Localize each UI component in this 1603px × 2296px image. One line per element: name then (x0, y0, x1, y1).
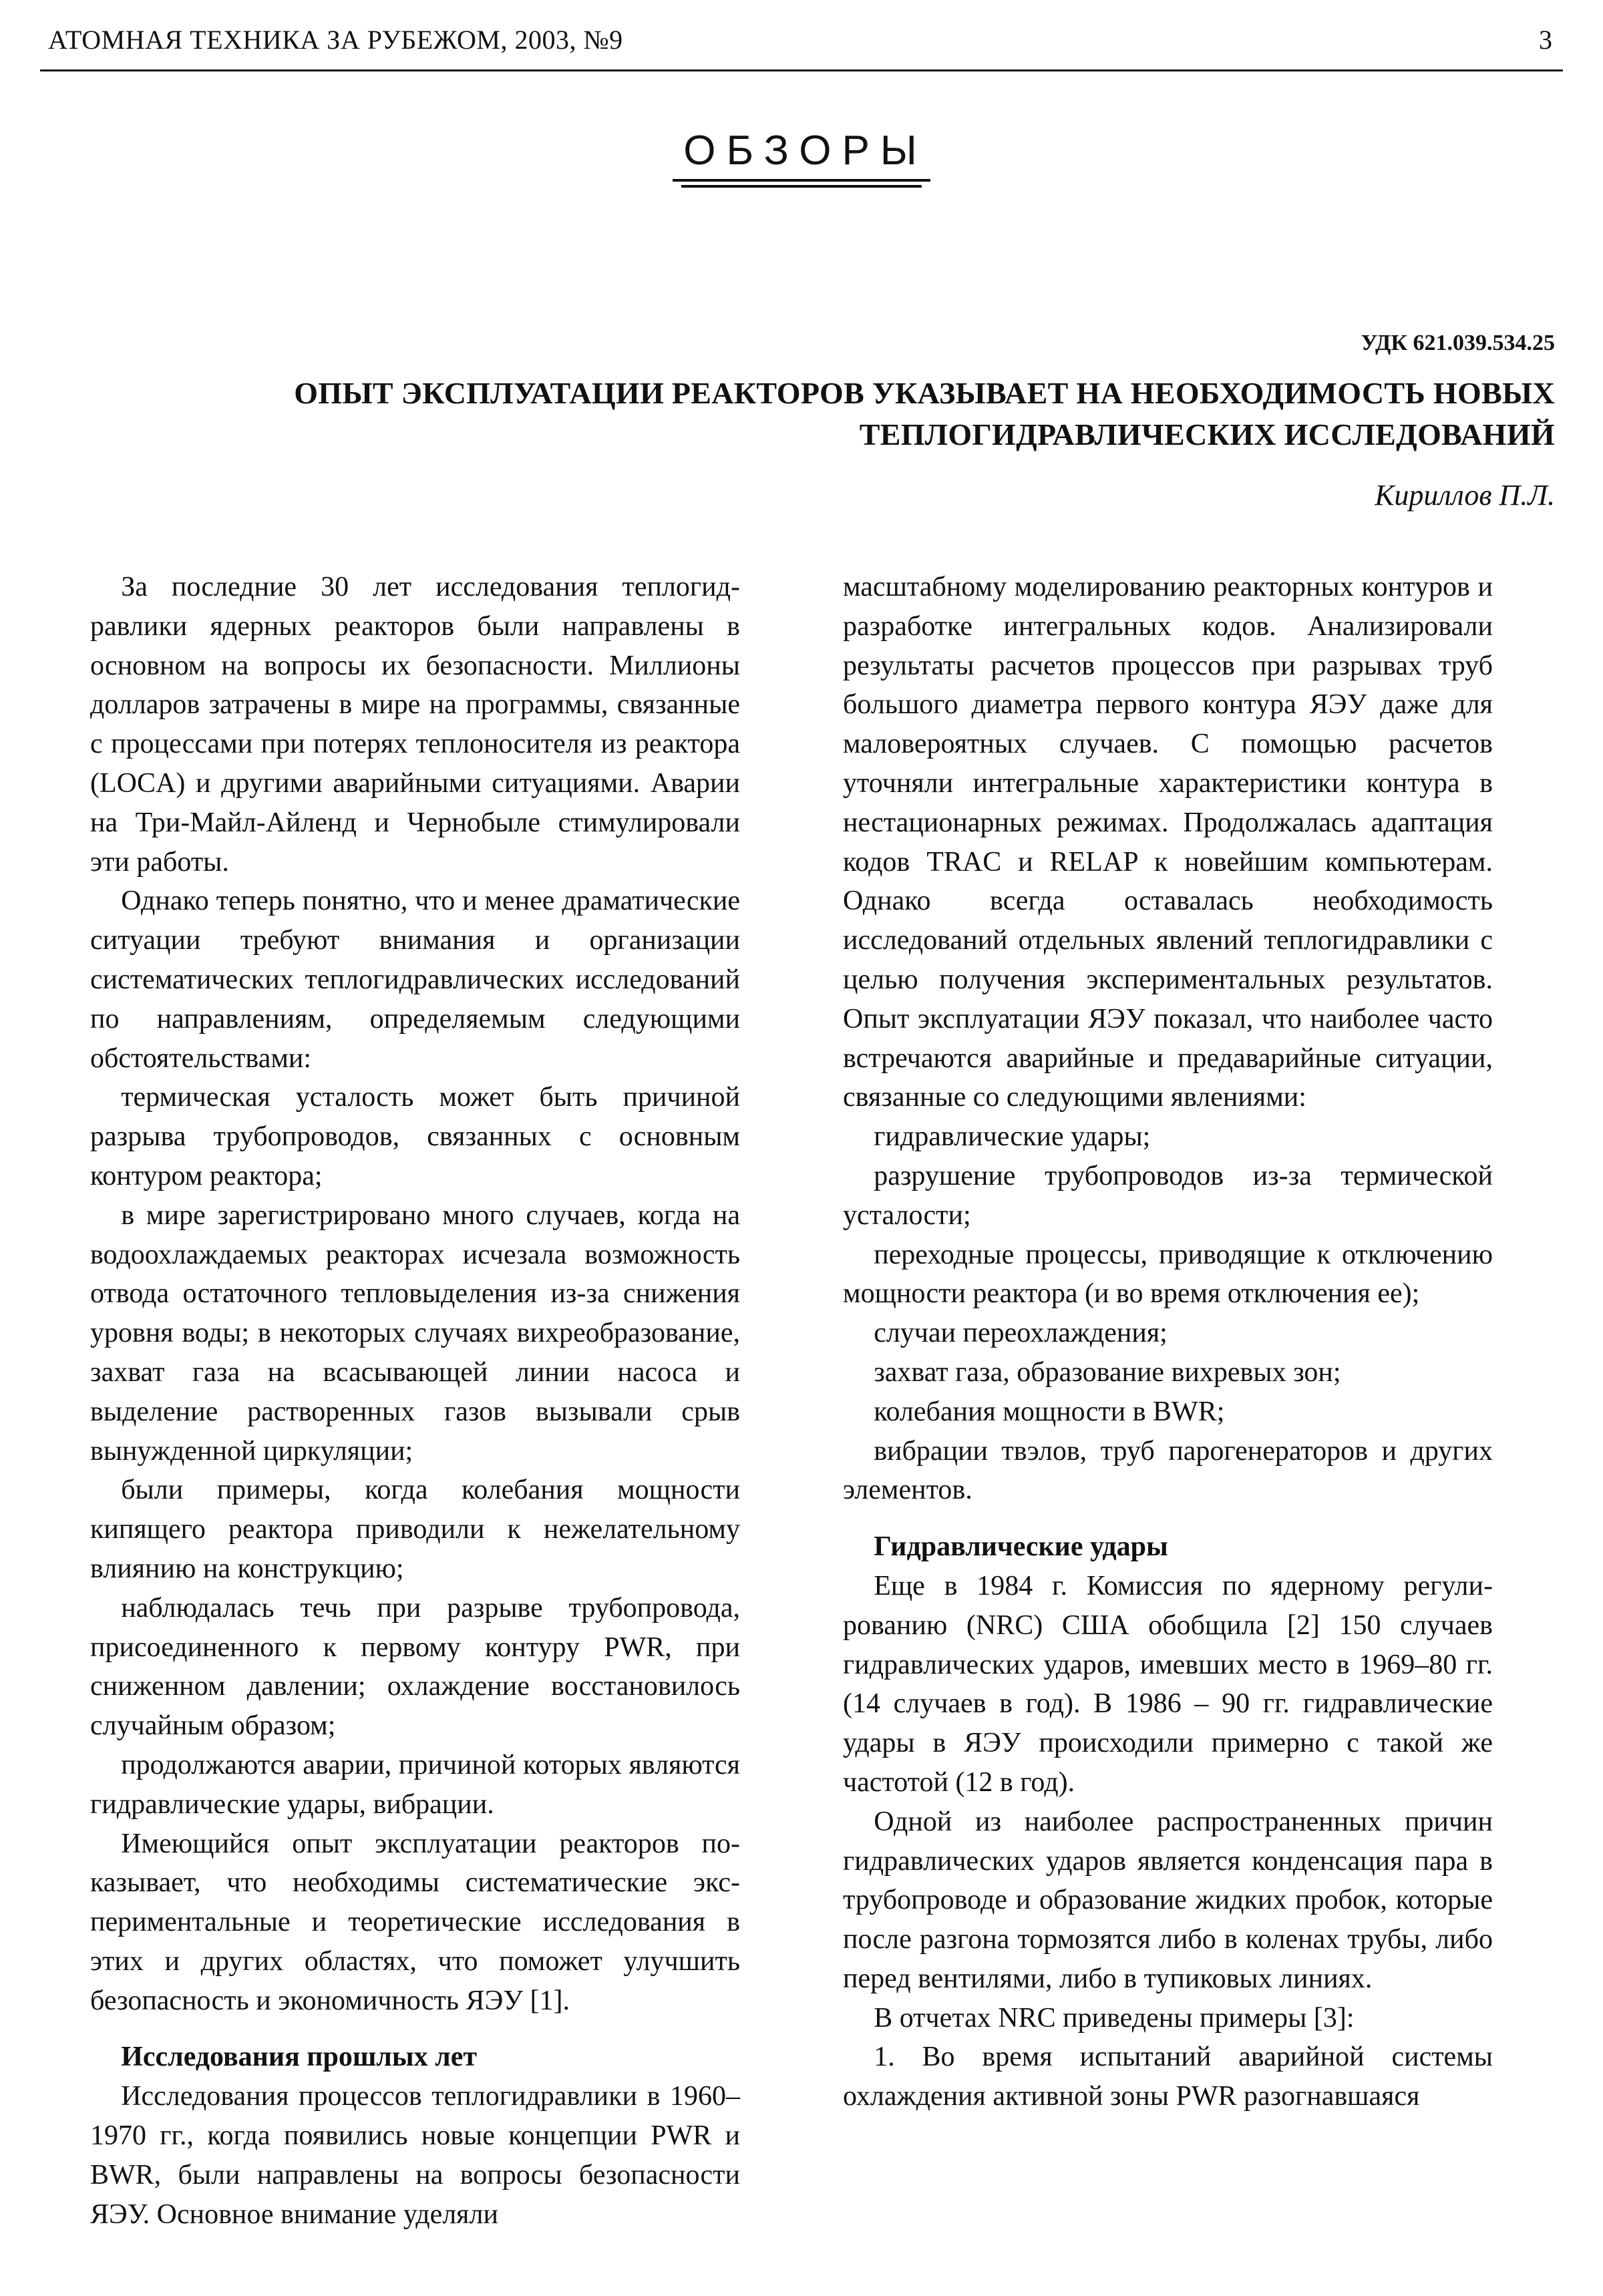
paragraph: 1. Во время испытаний аварийной системы охлаждения активной зоны PWR разогнавшаяся (843, 2042, 1493, 2112)
paragraph: За последние 30 лет исследования теплогидравлики ядерных реакторов были направлены в основном на вопросы их безопасности. Миллионы долларов затрачены в мире на программы, связанные с процессами при потерях теплоносителя из реактора (LOCA) и другими аварийными ситуациями. Аварии на Три-Майл-Айленд и Чернобыле стимулировали эти работы. (90, 572, 740, 878)
right-column (843, 568, 1493, 2116)
subheading-water-hammer: Гидравлические удары (874, 1531, 1168, 1563)
paragraph: Однако теперь понятно, что и менее драматические ситуации требуют внимания и организации систематических теплогидравлических исследований по направлениям, определяемым следующими обстоятельствами: (90, 886, 740, 1074)
running-head (48, 19, 1555, 61)
section-heading-block (0, 127, 1603, 188)
list-paragraph: продолжаются аварии, причиной которых являются гидравлические удары, вибрации. (90, 1749, 740, 1820)
article-title (85, 373, 1555, 455)
section-title: ОБЗОРЫ (673, 127, 930, 182)
list-paragraph: переходные процессы, приводящие к отключению мощности реактора (и во время отключения ее); (843, 1239, 1493, 1310)
list-paragraph: гидравлические удары; (874, 1121, 1151, 1153)
udc-code: УДК 621.039.534.25 (1361, 331, 1555, 355)
list-paragraph: были примеры, когда колебания мощности кипящего реактора приводили к нежелательному влиянию на конструкцию; (90, 1475, 740, 1584)
paragraph: Исследования процессов теплогидравлики в 1960–1970 гг., когда появились новые концепции PWR и BWR, были направлены на вопросы безопасности ЯЭУ. Основное внимание уделяли (90, 2081, 740, 2230)
list-paragraph: наблюдалась течь при разрыве трубопровода, присоединенного к первому контуру PWR, при сниженном давлении; охлаждение восстановилось случайным образом; (90, 1592, 740, 1742)
paragraph: В отчетах NRC приведены примеры [3]: (874, 2002, 1355, 2034)
list-paragraph: захват газа, образование вихревых зон; (874, 1356, 1341, 1388)
list-paragraph: термическая усталость может быть причиной разрыва трубопроводов, связанных с основным контуром реактора; (90, 1082, 740, 1191)
article-author: Кириллов П.Л. (1375, 479, 1555, 512)
section-double-underline (681, 185, 922, 188)
header-rule (40, 69, 1563, 71)
subheading-past-research: Исследования прошлых лет (121, 2042, 478, 2073)
article-title-line-1: ОПЫТ ЭКСПЛУАТАЦИИ РЕАКТОРОВ УКАЗЫВАЕТ НА НЕОБХОДИМОСТЬ НОВЫХ (294, 376, 1555, 410)
running-title: АТОМНАЯ ТЕХНИКА ЗА РУБЕЖОМ, 2003, №9 (48, 25, 623, 55)
left-column (90, 568, 740, 2234)
page-number: 3 (1539, 25, 1552, 55)
list-paragraph: случаи переохлаждения; (874, 1318, 1168, 1349)
list-paragraph: в мире зарегистрировано много случаев, когда на водоохлаждаемых реакторах исчезала возможность отвода остаточного тепловыделения из-за снижения уровня воды; в некоторых случаях вихреобразование, захват газа на всасывающей линии насоса и выделение растворенных газов вызывали срыв вынужденной циркуляции; (90, 1199, 740, 1467)
list-paragraph: вибрации твэлов, труб парогенераторов и других элементов. (843, 1435, 1493, 1506)
paragraph: масштабному моделированию реакторных контуров и разработке интегральных кодов. Анализировали результаты расчетов процессов при разрывах труб большого диаметра первого контура ЯЭУ даже для маловероятных случаев. С помощью расчетов уточняли интегральные характеристики контура в нестационарных режимах. Продолжалась адаптация кодов TRAC и RELAP к новейшим компьютерам. Однако всегда оставалась необходимость исследований отдельных явлений теплогидравлики с целью получения экспериментальных результатов. Опыт эксплуатации ЯЭУ показал, что наиболее часто встречаются аварийные и предаварийные ситуации, связанные со следующими явлениями: (843, 572, 1493, 1113)
article-title-line-2: ТЕПЛОГИДРАВЛИЧЕСКИХ ИССЛЕДОВАНИЙ (859, 417, 1555, 451)
paragraph: Одной из наиболее распространенных причин гидравлических ударов является конденсация пара в трубопроводе и образование жидких пробок, которые после разгона тормозятся либо в коленах трубы, либо перед вентилями, либо в тупиковых линиях. (843, 1806, 1493, 1994)
list-paragraph: колебания мощности в BWR; (874, 1396, 1225, 1427)
paragraph: Имеющийся опыт эксплуатации реакторов показывает, что необходимы систематические экспериментальные и теоретические исследования в этих и других областях, что поможет улучшить безопасность и экономичность ЯЭУ [1]. (90, 1828, 740, 2016)
list-paragraph: разрушение трубопроводов из-за термической усталости; (843, 1160, 1493, 1231)
paragraph: Еще в 1984 г. Комиссия по ядерному регулированию (NRC) США обобщила [2] 150 случаев гидравлических ударов, имевших место в 1969–80 гг. (14 случаев в год). В 1986 – 90 гг. гидравлические удары в ЯЭУ происходили примерно с такой же частотой (12 в год). (843, 1570, 1493, 1798)
